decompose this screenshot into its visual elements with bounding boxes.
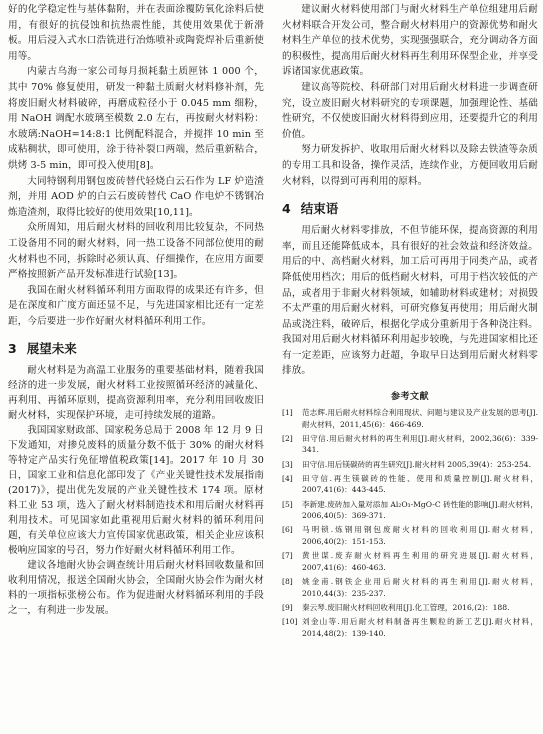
body-paragraph: 内蒙古乌海一家公司每月损耗黏土质匣钵 1 000 个，其中 70% 修复使用，研发一种黏土质耐火材料修补剂，先将废旧耐火材料破碎，再磨成粒径小于 0.045 mm 细粉，用 NaOH 调配水玻璃至模数 2.0 左右，再按耐火材料粉：水玻璃:NaOH=14:8:1 比例配料混合，并搅拌 10 min 至成粘稠状，即可使用，涂于待补裂口两端，然后重新粘合，烘烤 3-5 min，即可投入使用[8]。 [8, 66, 264, 171]
reference-item [282, 616, 538, 639]
reference-number: [7] [282, 551, 293, 561]
reference-text: 田守信.用后耐火材料的再生利用[J].耐火材料，2002,36(6)：339-341. [302, 433, 538, 455]
section-number: 4 [282, 201, 291, 217]
reference-item [282, 499, 538, 522]
body-paragraph: 我国在耐火材料循环利用方面取得的成果还有许多，但是在深度和广度方面还显不足，与先进国家相比还有一定差距，今后要进一步作好耐火材料循环利用工作。 [8, 284, 264, 327]
reference-text: 刘金山等.用后耐火材料制备再生颗粒的新工艺[J].耐火材料，2014,48(2)：139-140. [302, 616, 538, 638]
body-paragraph: 好的化学稳定性与基体黏附，并在表面涂覆防氧化涂料后使用，有很好的抗侵蚀和抗热震性能，其使用效果优于新滑板。用后浸入式水口浩铣进行冶炼喷补或陶瓷焊补后重新使用等。 [8, 4, 264, 62]
reference-number: [4] [282, 473, 293, 483]
left-column [8, 2, 264, 618]
reference-text: 姚金甫.钢铁企业用后耐火材料的再生利用[J].耐火材料，2010,44(3)：235-237. [302, 576, 538, 598]
reference-item [282, 550, 538, 573]
reference-item [282, 473, 538, 496]
reference-number: [6] [282, 525, 293, 535]
reference-text: 马明锁.炼钢用钢包废耐火材料的回收利用[J].耐火材料，2006,40(2)：151-153. [302, 525, 538, 546]
reference-number: [3] [282, 459, 293, 469]
reference-text: 秦云琴.废旧耐火材料回收利用[J].化工管理，2016,(2)：188. [302, 602, 510, 612]
body-paragraph: 建议高等院校、科研部门对用后耐火材料进一步调查研究，设立废旧耐火材料研究的专项课题，加强理论性、基础性研究，不仅使废旧耐火材料得到应用，还要提升它的利用价值。 [282, 81, 538, 140]
reference-item [282, 433, 538, 456]
section-title: 结束语 [300, 201, 339, 217]
reference-item [282, 602, 538, 614]
reference-text: 黄世谋.废弃耐火材料再生利用的研究进展[J].耐火材料，2007,41(6)：460-463. [302, 551, 538, 572]
reference-number: [2] [282, 433, 293, 443]
reference-item [282, 407, 538, 430]
body-paragraph: 努力研发拆护、收取用后耐火材料以及除去铁渣等杂质的专用工具和设备，操作灵活，连续作业，方便回收用后耐火材料，以得到可再利用的原料。 [282, 144, 538, 187]
reference-item [282, 576, 538, 599]
body-paragraph: 耐火材料是为高温工业服务的重要基础材料，随着我国经济的进一步发展，耐火材料工业按照循环经济的减量化、再利用、再循环原则，提高资源利用率，充分利用回收废旧耐火材料，实现保护环境，走可持续发展的道路。 [8, 365, 264, 422]
reference-text: 李新建.废砖加入量对添加 Al₂O₃-MgO-C 砖性能的影响[J].耐火材料，2006,40(5)：369-371. [302, 499, 538, 521]
reference-text: 田守信.用后镁碳砖的再生研究[J].耐火材料 2005,39(4)：253-254. [302, 459, 532, 469]
section-heading [8, 339, 264, 357]
body-paragraph: 建议耐火材料使用部门与耐火材料生产单位组建用后耐火材料联合开发公司，整合耐火材料用户的资源优势和耐火材料生产单位的技术优势，实现强强联合，充分调动各方面的积极性，提高用后耐火材料再生利用环保型企业，并享受诉诸国家优惠政策。 [282, 4, 538, 78]
reference-number: [8] [282, 576, 293, 586]
section-heading [282, 199, 538, 217]
references-title: 参考文献 [390, 392, 429, 403]
body-paragraph: 大同特钢利用钢包废砖替代轻烧白云石作为 LF 炉造渣剂，并用 AOD 炉的白云石废砖替代 CaO 作电炉不锈钢冶炼造渣剂，取得比较好的使用效果[10,11]。 [8, 175, 264, 218]
right-column [282, 2, 538, 642]
body-paragraph: 用后耐火材料零排放，不但节能环保，提高资源的利用率，而且还能降低成本，具有很好的社会效益和经济效益。用后的中、高档耐火材料，加工后可再用于同类产品，或者降低使用档次；用后的低档耐火材料，可用于档次较低的产品，或者用于非耐火材料领域，如辅助材料或建材；对损毁不太严重的用后耐火材料，可研究修复再使用；用后耐火制品或浇注料，破碎后，根据化学成分重新用于各种浇注料。我国对用后耐火材料循环利用起步较晚，与先进国家相比还有一定差距，应该努力赶超，争取早日达到用后耐火材料零排放。 [282, 225, 538, 377]
body-paragraph: 建议各地耐火协会调查统计用后耐火材料回收数量和回收利用情况，报送全国耐火协会，全国耐火协会作为耐火材料的一项指标张榜公布。作为促进耐火材料循环利用的手段之一，有利进一步发展。 [8, 560, 264, 617]
reference-number: [10] [282, 616, 298, 626]
reference-number: [5] [282, 499, 293, 509]
reference-number: [1] [282, 408, 293, 418]
reference-text: 田守信.再生镁碳砖的性能、使用和质量控制[J].耐火材料，2007,41(6)：443-445. [302, 473, 538, 495]
reference-list [282, 407, 538, 639]
body-paragraph: 众所周知，用后耐火材料的回收利用比较复杂，不同热工设备用不同的耐火材料，同一热工设备不同部位使用的耐火材料也不同，拆除时必须认真、仔细操作，在应用方面要严格按照新产品开发标准进行试验[13]。 [8, 222, 264, 281]
section-number: 3 [8, 341, 17, 357]
reference-text: 范志辉.用后耐火材料综合利用现状、问题与建议及产业发展的思考[J].耐火材料，2011,45(6)：466-469. [302, 408, 538, 429]
body-paragraph: 我国国家财政部、国家税务总局于 2008 年 12 月 9 日下发通知，对掺兑废料的质量分数不低于 30% 的耐火材料等特定产品实行免征增值税政策[14]。2017 年 10 月 30 日，国家工业和信息化部印发了《产业关键性技术发展指南(2017)》，提出优先发展的产业关键性技术 174 项。原材料工业 53 项，选入了耐火材料制造技术和用后耐火材料再利用技术。可见国家如此重视用后耐火材料的循环利用问题，有关单位应该大力宣传国家优惠政策，相关企业应该积极响应国家的号召，努力作好耐火材料循环利用工作。 [8, 425, 264, 557]
section-title: 展望未来 [26, 341, 77, 357]
reference-item [282, 524, 538, 547]
reference-item [282, 459, 538, 471]
reference-number: [9] [282, 602, 293, 612]
